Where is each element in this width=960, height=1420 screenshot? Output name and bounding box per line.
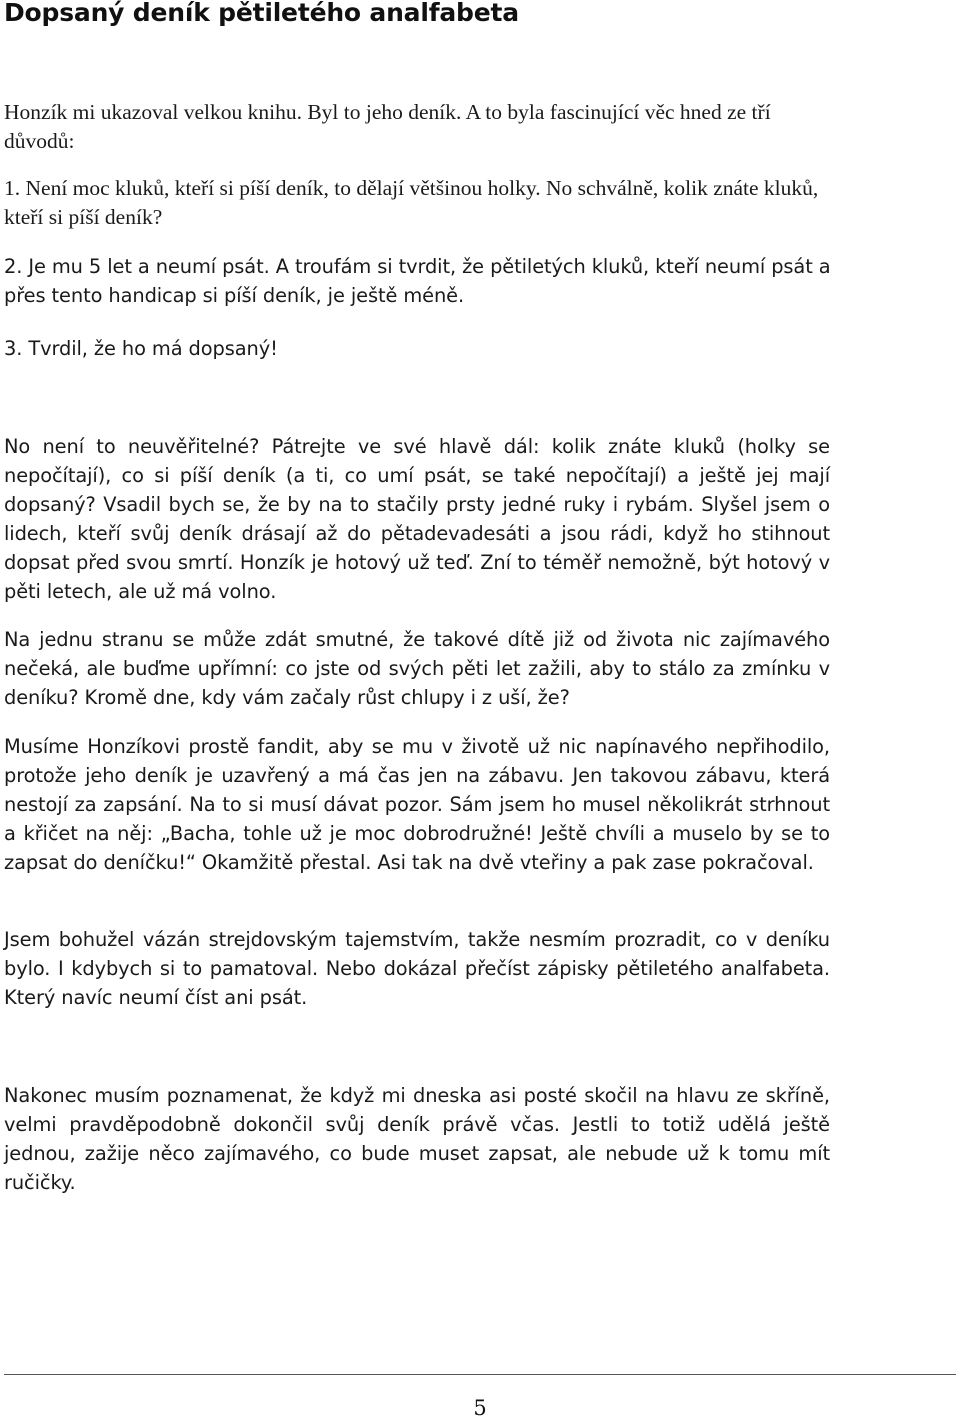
footer-rule xyxy=(4,1374,956,1375)
paragraph-secret: Jsem bohužel vázán strejdovským tajemstvím, takže nesmím prozradit, co v deníku bylo. I kdybych si to pamatoval. Nebo dokázal přečíst zápisky pětiletého analfabeta. Který navíc neumí číst ani psát. xyxy=(4,928,830,1009)
reason-3: 3. Tvrdil, že ho má dopsaný! xyxy=(4,337,278,360)
paragraph-cheer: Musíme Honzíkovi prostě fandit, aby se mu v životě už nic napínavého nepřihodilo, protože jeho deník je uzavřený a má čas jen na zábavu. Jen takovou zábavu, která nestojí za zapsání. Na to si musí dávat pozor. Sám jsem ho musel několikrát strhnout a křičet na něj: „Bacha, tohle už je moc dobrodružné! Ještě chvíli a muselo by se to zapsat do deníčku!“ Okamžitě přestal. Asi tak na dvě vteřiny a pak zase pokračoval. xyxy=(4,735,830,874)
paragraph-unbelievable: No není to neuvěřitelné? Pátrejte ve své hlavě dál: kolik znáte kluků (holky se nepočítají), co si píší deník (a ti, co umí psát, se také nepočítají) a ještě jej mají dopsaný? Vsadil bych se, že by na to stačily prsty jedné ruky i rybám. Slyšel jsem o lidech, kteří svůj deník drásají až do pětadevadesáti a jsou rádi, když ho stihnout dopsat před svou smrtí. Honzík je hotový už teď. Zní to téměř nemožně, být hotový v pěti letech, ale už má volno. xyxy=(4,435,830,603)
reason-2: 2. Je mu 5 let a neumí psát. A troufám si tvrdit, že pětiletých kluků, kteří neumí psát a přes tento handicap si píší deník, je ještě méně. xyxy=(4,255,831,307)
document-title: Dopsaný deník pětiletého analfabeta xyxy=(4,0,519,27)
intro-paragraph: Honzík mi ukazoval velkou knihu. Byl to jeho deník. A to byla fascinující věc hned ze tří důvodů: xyxy=(4,100,771,153)
paragraph-one-side: Na jednu stranu se může zdát smutné, že takové dítě již od života nic zajímavého nečeká, ale buďme upřímní: co jste od svých pěti let zažili, aby to stálo za zmínku v deníku? Kromě dne, kdy vám začaly růst chlupy i z uší, že? xyxy=(4,628,830,709)
page-number: 5 xyxy=(473,1396,487,1420)
paragraph-conclusion: Nakonec musím poznamenat, že když mi dneska asi posté skočil na hlavu ze skříně, velmi pravděpodobně dokončil svůj deník právě včas. Jestli to totiž udělá ještě jednou, zažije něco zajímavého, co bude muset zapsat, ale nebude už k tomu mít ručičky. xyxy=(4,1084,830,1194)
reason-1: 1. Není moc kluků, kteří si píší deník, to dělají většinou holky. No schválně, kolik znáte kluků, kteří si píší deník? xyxy=(4,176,819,229)
